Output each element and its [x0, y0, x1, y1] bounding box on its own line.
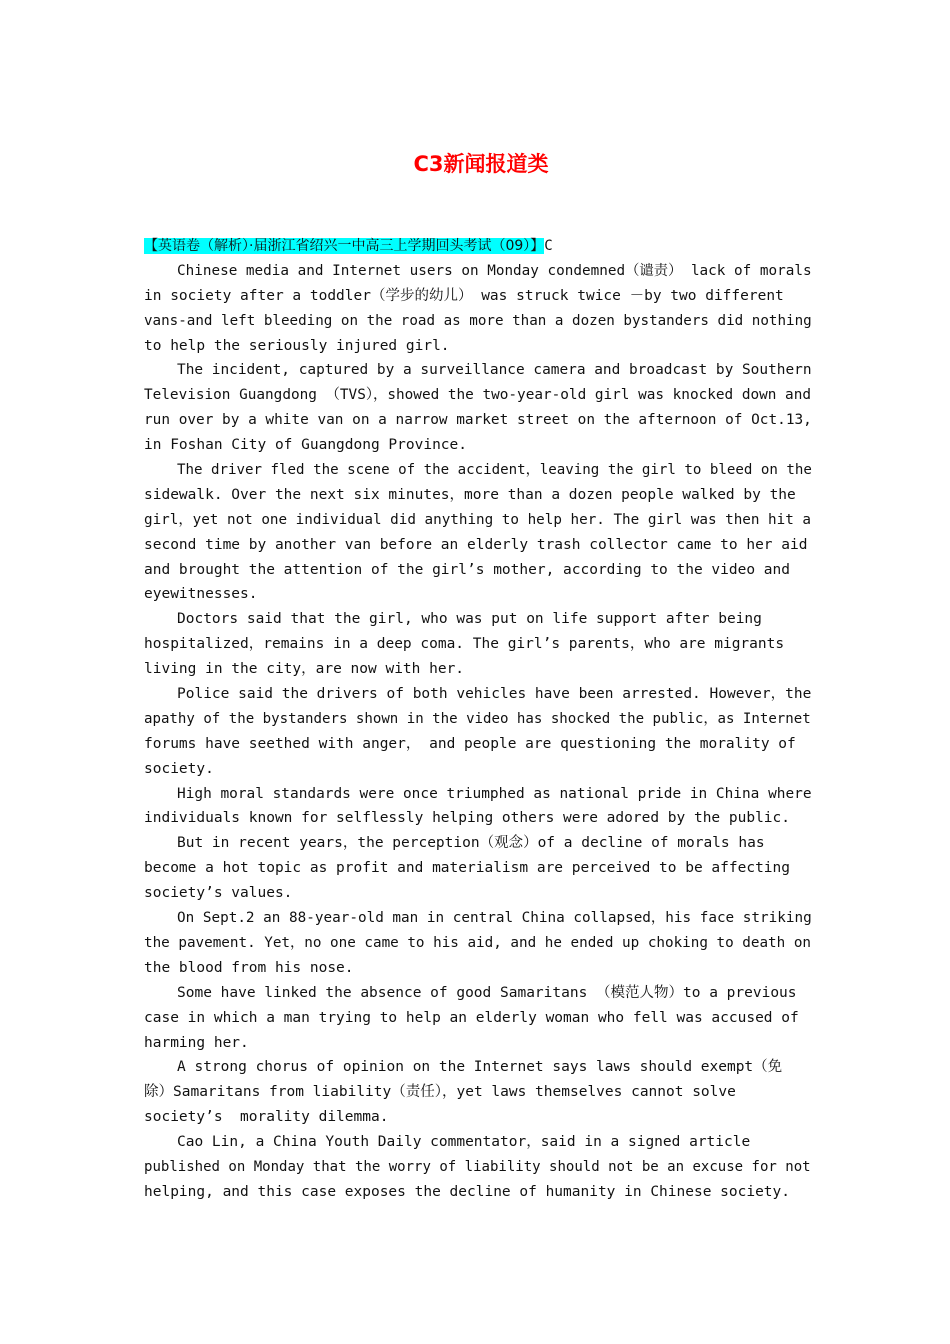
text-line [144, 1006, 812, 1031]
text-line [144, 831, 812, 856]
line-text: to help the seriously injured girl. [144, 337, 450, 354]
line-text: Doctors said that the girl, who was put on life support after being [177, 611, 762, 628]
article-body [144, 234, 812, 1205]
line-text: The incident, captured by a surveillance camera and broadcast by Southern [177, 362, 812, 379]
text-line [144, 981, 812, 1006]
text-line [144, 682, 812, 707]
text-line [144, 956, 812, 981]
text-line [144, 558, 812, 583]
page-title: C3新闻报道类 [413, 152, 549, 176]
line-text: society’s values. [144, 885, 293, 902]
line-text: Cao Lin, a China Youth Daily commentator，said in a signed article [177, 1134, 751, 1151]
line-text: A strong chorus of opinion on the Internet says laws should exempt（免 [177, 1059, 783, 1076]
text-line [144, 1130, 812, 1155]
line-text: living in the city，are now with her. [144, 661, 465, 678]
line-text: High moral standards were once triumphed as national pride in China where [177, 785, 812, 802]
text-line [144, 408, 812, 433]
text-line [144, 433, 812, 458]
text-line [144, 309, 812, 334]
line-text: Chinese media and Internet users on Monday condemned（谴责） lack of morals [177, 262, 812, 279]
line-text: forums have seethed with anger， and people are questioning the morality of [144, 735, 796, 752]
line-text: in Foshan City of Guangdong Province. [144, 437, 468, 454]
text-line [144, 483, 812, 508]
text-line [144, 657, 812, 682]
text-line [144, 906, 812, 931]
text-line [144, 334, 812, 359]
text-line [144, 757, 812, 782]
line-text: and brought the attention of the girl’s mother, according to the video and [144, 561, 791, 578]
line-text: sidewalk. Over the next six minutes，more than a dozen people walked by the [144, 486, 796, 503]
line-text: vans-and left bleeding on the road as more than a dozen bystanders did nothing [144, 312, 812, 329]
line-text: But in recent years，the perception（观念）of a decline of morals has [177, 835, 765, 852]
line-text: The driver fled the scene of the accident，leaving the girl to bleed on the [177, 462, 812, 479]
text-line [144, 1080, 812, 1105]
line-text: helping, and this case exposes the decline of humanity in Chinese society. [144, 1183, 791, 1200]
answer-letter: C [544, 238, 553, 254]
line-text: harming her. [144, 1034, 249, 1051]
line-text: individuals known for selflessly helping others were adored by the public. [144, 810, 791, 827]
text-line [144, 1105, 812, 1130]
text-line [144, 259, 812, 284]
text-line [144, 582, 812, 607]
text-line [144, 707, 812, 732]
text-line [144, 782, 812, 807]
text-line [144, 607, 812, 632]
text-line [144, 458, 812, 483]
text-line [144, 1055, 812, 1080]
article-lines [144, 259, 812, 1205]
line-text: hospitalized，remains in a deep coma. The girl’s parents，who are migrants [144, 636, 785, 653]
text-line [144, 856, 812, 881]
text-line [144, 1180, 812, 1205]
text-line [144, 881, 812, 906]
text-line [144, 732, 812, 757]
line-text: second time by another van before an elderly trash collector came to her aid [144, 536, 808, 553]
line-text: society’s morality dilemma. [144, 1109, 389, 1126]
line-text: become a hot topic as profit and materialism are perceived to be affecting [144, 860, 791, 877]
line-text: in society after a toddler（学步的幼儿） was struck twice －by two different [144, 287, 784, 304]
text-line [144, 931, 812, 956]
source-label: 【英语卷（解析）·届浙江省绍兴一中高三上学期回头考试（09）】 [144, 238, 545, 254]
text-line [144, 508, 812, 533]
text-line [144, 383, 812, 408]
line-text: the blood from his nose. [144, 959, 354, 976]
line-text: Police said the drivers of both vehicles have been arrested. However，the [177, 686, 812, 703]
text-line [144, 806, 812, 831]
line-text: Television Guangdong （TVS），showed the two-year-old girl was knocked down and [144, 387, 811, 404]
text-line [144, 1155, 812, 1180]
line-text: apathy of the bystanders shown in the video has shocked the public，as Internet [144, 710, 811, 727]
line-text: On Sept.2 an 88-year-old man in central China collapsed，his face striking [177, 910, 812, 927]
text-line [144, 358, 812, 383]
line-text: the pavement. Yet，no one came to his aid, and he ended up choking to death on [144, 934, 812, 951]
text-line [144, 632, 812, 657]
line-text: case in which a man trying to help an elderly woman who fell was accused of [144, 1009, 799, 1026]
line-text: published on Monday that the worry of liability should not be an excuse for not [144, 1158, 811, 1175]
text-line [144, 533, 812, 558]
text-line [144, 284, 812, 309]
source-line [144, 234, 812, 259]
line-text: Some have linked the absence of good Samaritans （模范人物）to a previous [177, 984, 797, 1001]
line-text: 除）Samaritans from liability（责任），yet laws themselves cannot solve [144, 1084, 736, 1101]
line-text: girl，yet not one individual did anything to help her. The girl was then hit a [144, 511, 812, 528]
line-text: society. [144, 760, 214, 777]
text-line [144, 1031, 812, 1056]
line-text: run over by a white van on a narrow market street on the afternoon of Oct.13, [144, 412, 812, 429]
line-text: eyewitnesses. [144, 586, 258, 603]
